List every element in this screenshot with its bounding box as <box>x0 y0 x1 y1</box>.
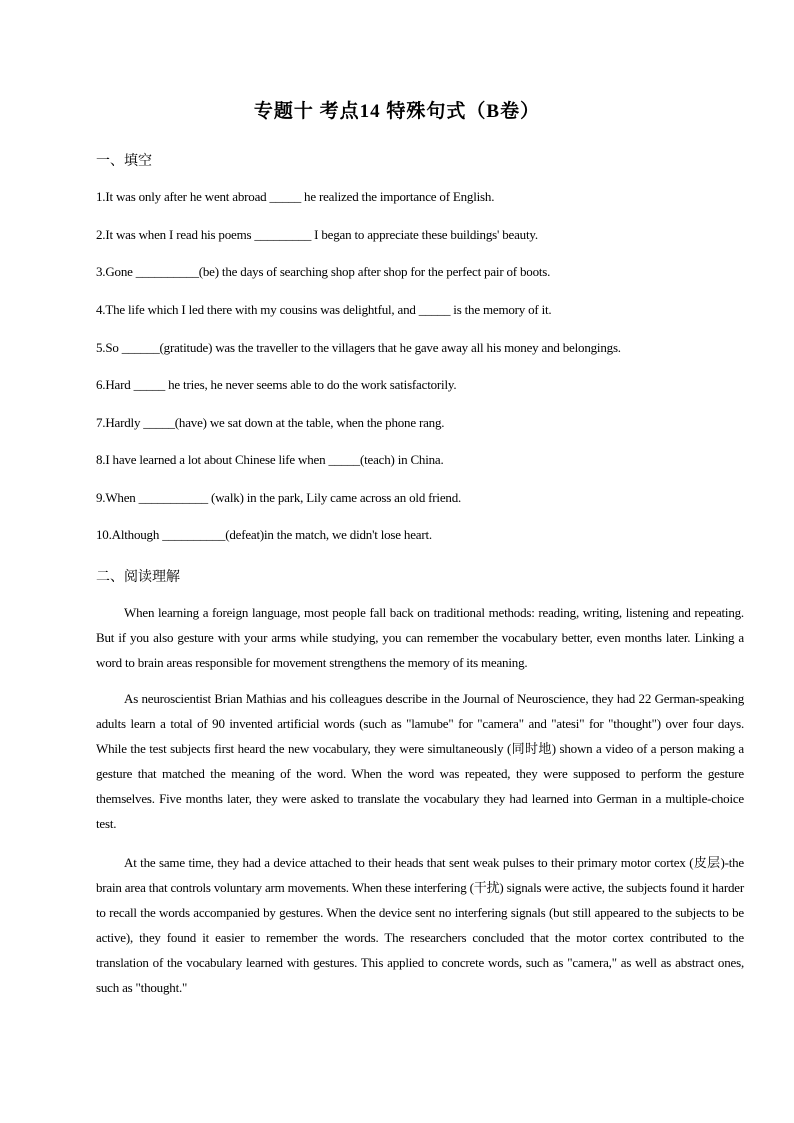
section-heading-reading: 二、阅读理解 <box>96 570 180 585</box>
question-8: 8.I have learned a lot about Chinese life when _____(teach) in China. <box>96 452 444 467</box>
section-heading-fill-in: 一、填空 <box>96 154 152 169</box>
page-title: 专题十 考点14 特殊句式（B卷） <box>253 101 541 122</box>
reading-paragraph-1: When learning a foreign language, most people fall back on traditional methods: reading, writing, listening and repeating. But if you also gesture with your arms while studying, you can remember the vocabulary better, even months later. Linking a word to brain areas responsible for movement strengthens the memory of its meaning. <box>96 605 744 670</box>
question-3: 3.Gone __________(be) the days of searching shop after shop for the perfect pair of boots. <box>96 264 551 279</box>
question-7: 7.Hardly _____(have) we sat down at the table, when the phone rang. <box>96 415 445 430</box>
reading-paragraph-2: As neuroscientist Brian Mathias and his colleagues describe in the Journal of Neuroscience, they had 22 German-speaking adults learn a total of 90 invented artificial words (such as "lamube" for "camera" and "atesi" for "thought") over four days. While the test subjects first heard the new vocabulary, they were simultaneously (同时地) shown a video of a person making a gesture that matched the meaning of the word. When the word was repeated, they were supposed to perform the gesture themselves. Five months later, they were asked to translate the vocabulary they had learned into German in a multiple-choice test. <box>96 691 744 831</box>
question-5: 5.So ______(gratitude) was the traveller to the villagers that he gave away all his money and belongings. <box>96 340 621 355</box>
question-4: 4.The life which I led there with my cousins was delightful, and _____ is the memory of it. <box>96 302 552 317</box>
question-9: 9.When ___________ (walk) in the park, Lily came across an old friend. <box>96 490 462 505</box>
question-6: 6.Hard _____ he tries, he never seems able to do the work satisfactorily. <box>96 377 457 392</box>
question-2: 2.It was when I read his poems _________ I began to appreciate these buildings' beauty. <box>96 227 538 242</box>
question-10: 10.Although __________(defeat)in the match, we didn't lose heart. <box>96 527 432 542</box>
question-1: 1.It was only after he went abroad _____ he realized the importance of English. <box>96 189 495 204</box>
reading-paragraph-3: At the same time, they had a device attached to their heads that sent weak pulses to their primary motor cortex (皮层)-the brain area that controls voluntary arm movements. When these interfering (干扰) signals were active, the subjects found it harder to recall the words accompanied by gestures. When the device sent no interfering signals (but still appeared to the subjects to be active), they found it easier to remember the words. The researchers concluded that the motor cortex contributed to the translation of the vocabulary learned with gestures. This applied to concrete words, such as "camera," as well as abstract ones, such as "thought." <box>96 855 744 995</box>
